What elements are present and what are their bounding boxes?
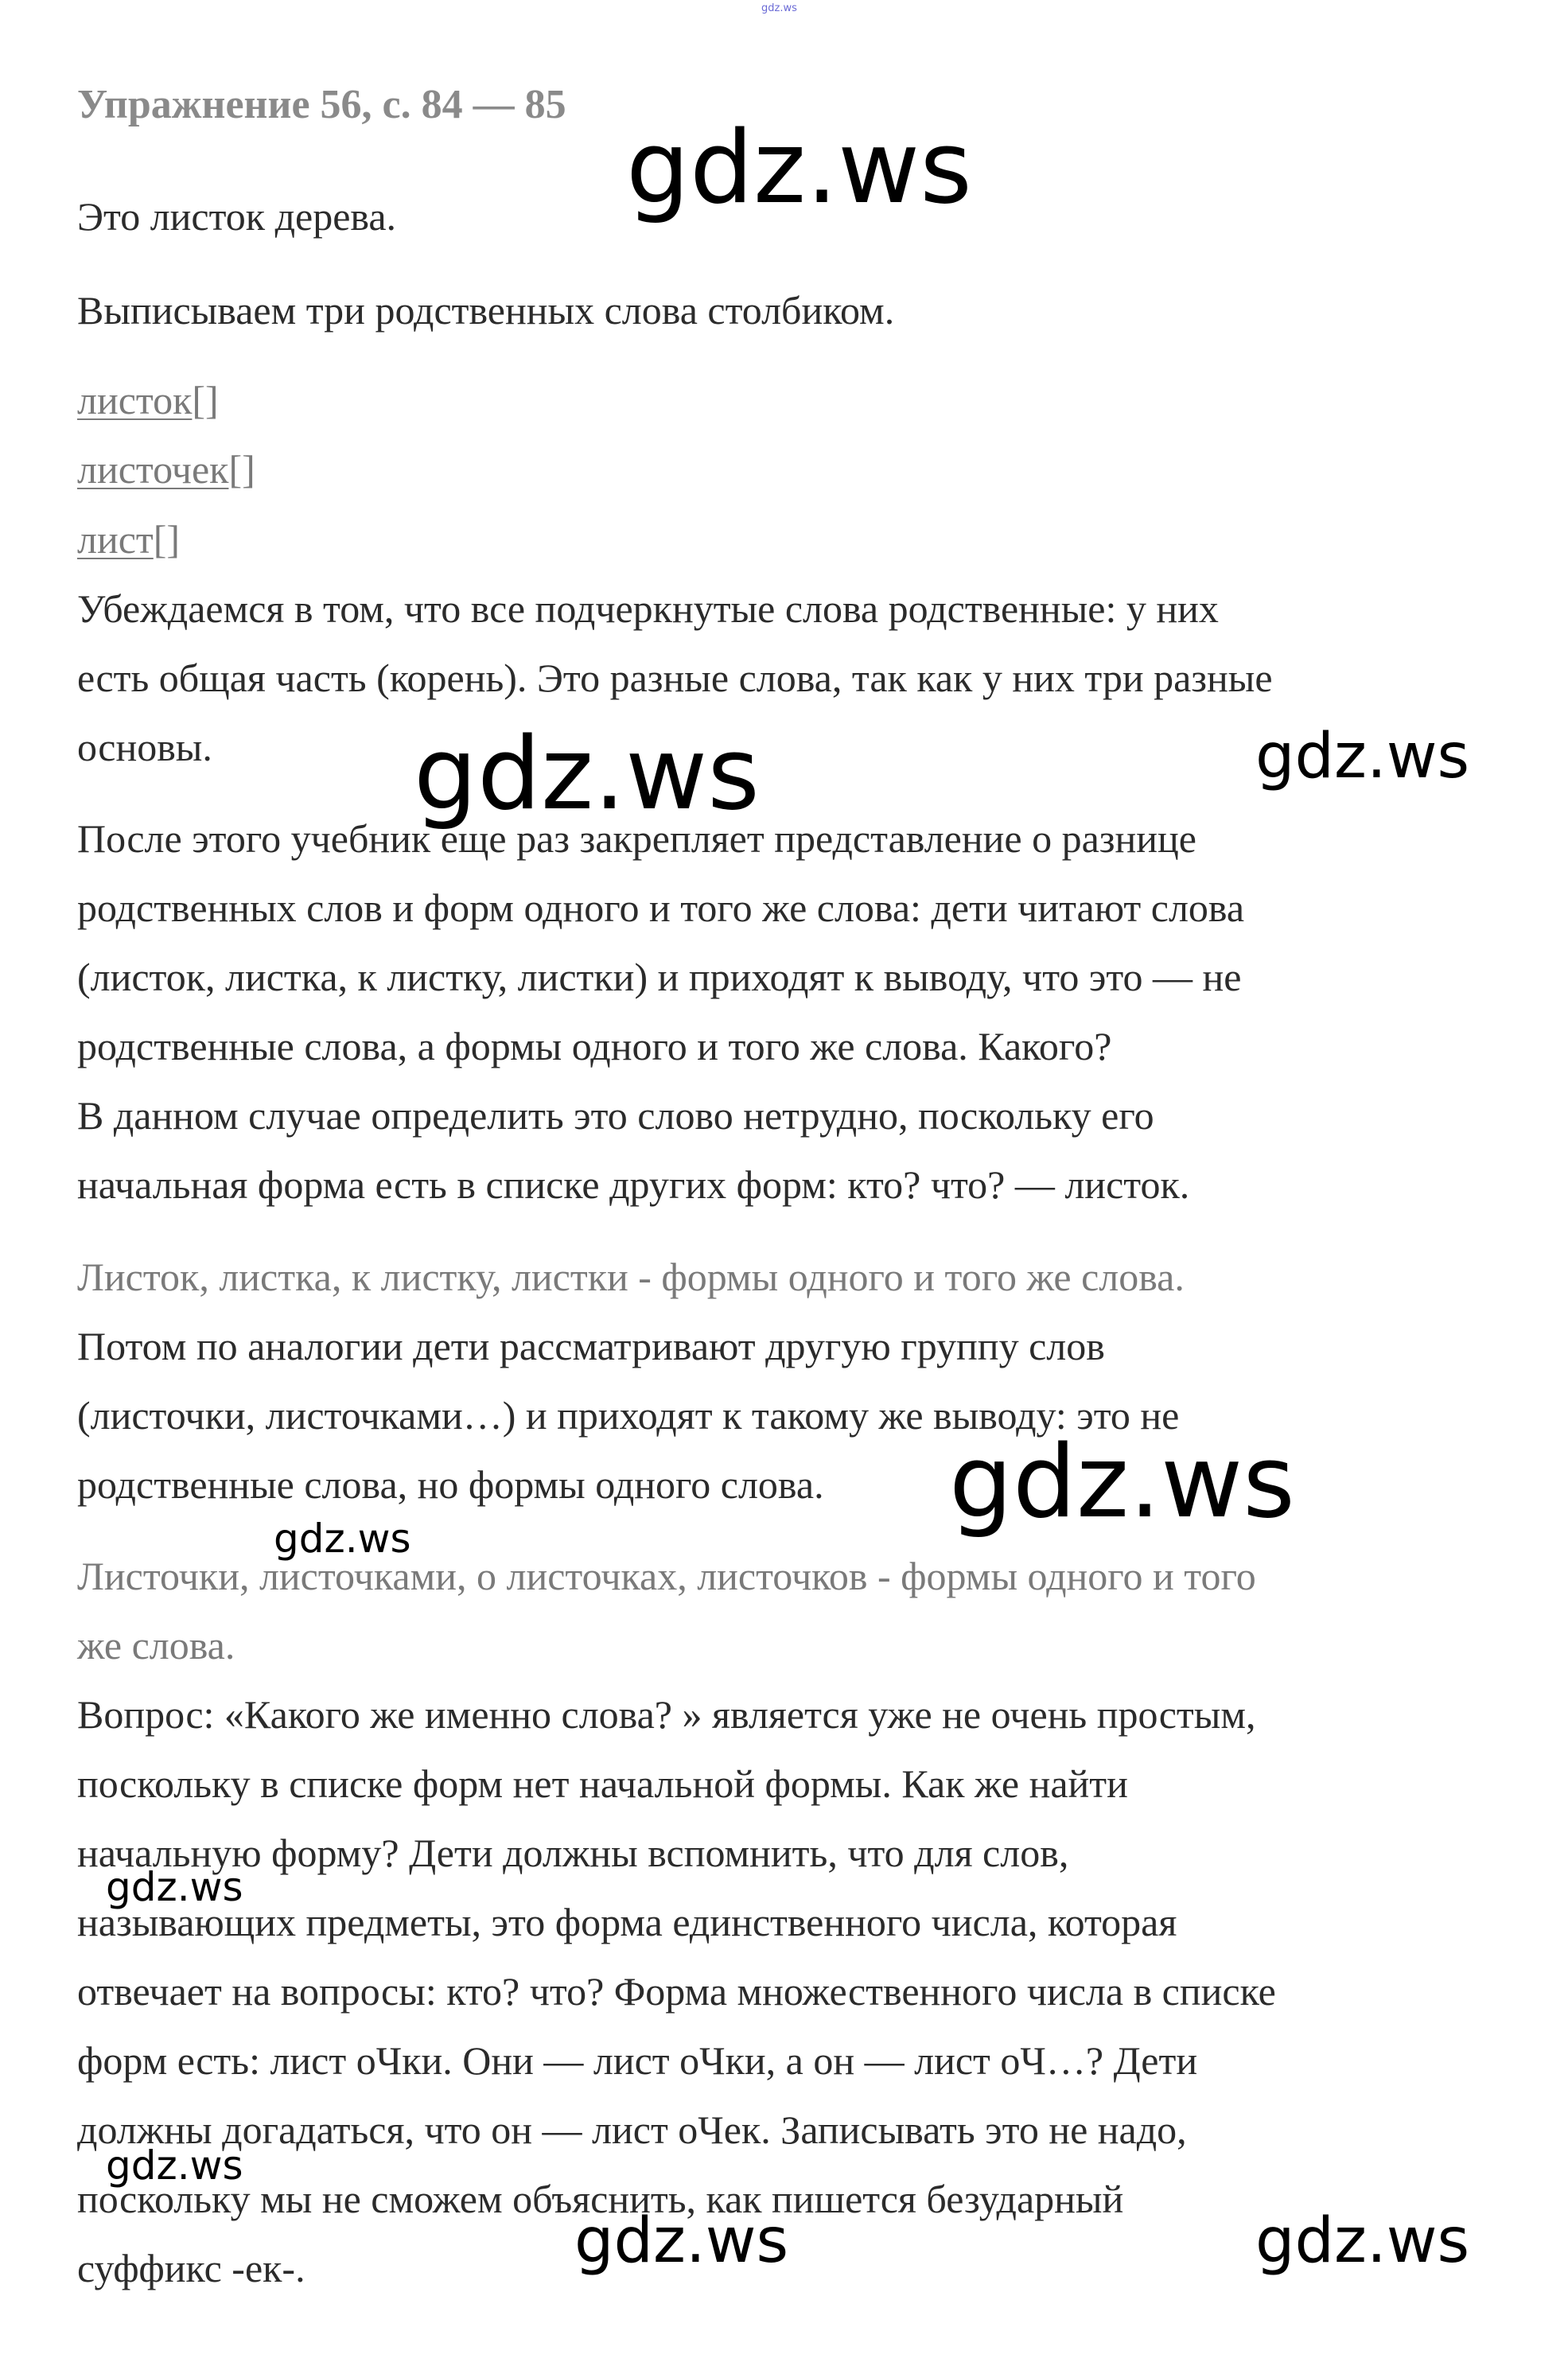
watermark-top: gdz.ws: [761, 2, 797, 14]
intro-line: Выписываем три родственных слова столбиком.: [77, 288, 895, 333]
paragraph-line: поскольку мы не сможем объяснить, как пишется безударный: [77, 2177, 1124, 2221]
paragraph-line: поскольку в списке форм нет начальной формы. Как же найти: [77, 1761, 1128, 1806]
paragraph-line: В данном случае определить это слово нетрудно, поскольку его: [77, 1093, 1154, 1138]
word-underlined: листочек: [77, 447, 229, 492]
watermark: gdz.ws: [414, 715, 760, 832]
word-brackets: []: [153, 517, 181, 562]
paragraph-line: родственные слова, а формы одного и того же слова. Какого?: [77, 1024, 1112, 1068]
word-brackets: []: [228, 447, 255, 492]
watermark: gdz.ws: [106, 2142, 243, 2189]
paragraph-line: (листок, листка, к листку, листки) и приходят к выводу, что это — не: [77, 955, 1242, 999]
paragraph-line: есть общая часть (корень). Это разные слова, так как у них три разные: [77, 656, 1273, 700]
paragraph-line: основы.: [77, 725, 212, 769]
word-item: [77, 516, 180, 563]
watermark: gdz.ws: [1255, 721, 1470, 792]
paragraph-line: должны догадаться, что он — лист оЧек. Записывать это не надо,: [77, 2107, 1187, 2152]
watermark: gdz.ws: [274, 1516, 411, 1562]
paragraph-line: Вопрос: «Какого же именно слова? » является уже не очень простым,: [77, 1692, 1256, 1737]
watermark: gdz.ws: [626, 109, 972, 226]
paragraph-line: Убеждаемся в том, что все подчеркнутые слова родственные: у них: [77, 586, 1219, 631]
paragraph-line: начальная форма есть в списке других форм: кто? что? — листок.: [77, 1162, 1190, 1207]
intro-line: Это листок дерева.: [77, 194, 397, 239]
word-item: [77, 446, 255, 493]
answer-line: Листок, листка, к листку, листки - формы одного и того же слова.: [77, 1255, 1185, 1299]
paragraph-line: называющих предметы, это форма единственного числа, которая: [77, 1900, 1177, 1944]
paragraph-line: После этого учебник еще раз закрепляет представление о разнице: [77, 816, 1196, 861]
paragraph-line: отвечает на вопросы: кто? что? Форма множественного числа в списке: [77, 1969, 1276, 2014]
word-item: [77, 376, 219, 424]
paragraph-line: суффикс -ек-.: [77, 2246, 305, 2290]
answer-line: же слова.: [77, 1623, 235, 1668]
watermark: gdz.ws: [574, 2205, 789, 2277]
answer-line: Листочки, листочками, о листочках, листочков - формы одного и того: [77, 1554, 1256, 1598]
word-underlined: лист: [77, 517, 154, 562]
exercise-title: Упражнение 56, с. 84 — 85: [77, 82, 566, 127]
paragraph-line: начальную форму? Дети должны вспомнить, что для слов,: [77, 1831, 1069, 1875]
paragraph-line: родственных слов и форм одного и того же слова: дети читают слова: [77, 885, 1245, 930]
watermark: gdz.ws: [949, 1423, 1295, 1540]
watermark: gdz.ws: [106, 1864, 243, 1910]
word-brackets: []: [192, 378, 219, 422]
paragraph-line: Потом по аналогии дети рассматривают другую группу слов: [77, 1324, 1105, 1368]
paragraph-line: родственные слова, но формы одного слова.: [77, 1462, 824, 1507]
paragraph-line: форм есть: лист оЧки. Они — лист оЧки, а он — лист оЧ…? Дети: [77, 2038, 1198, 2083]
word-underlined: листок: [77, 378, 193, 422]
watermark: gdz.ws: [1255, 2205, 1470, 2277]
paragraph-line: (листочки, листочками…) и приходят к такому же выводу: это не: [77, 1393, 1180, 1438]
